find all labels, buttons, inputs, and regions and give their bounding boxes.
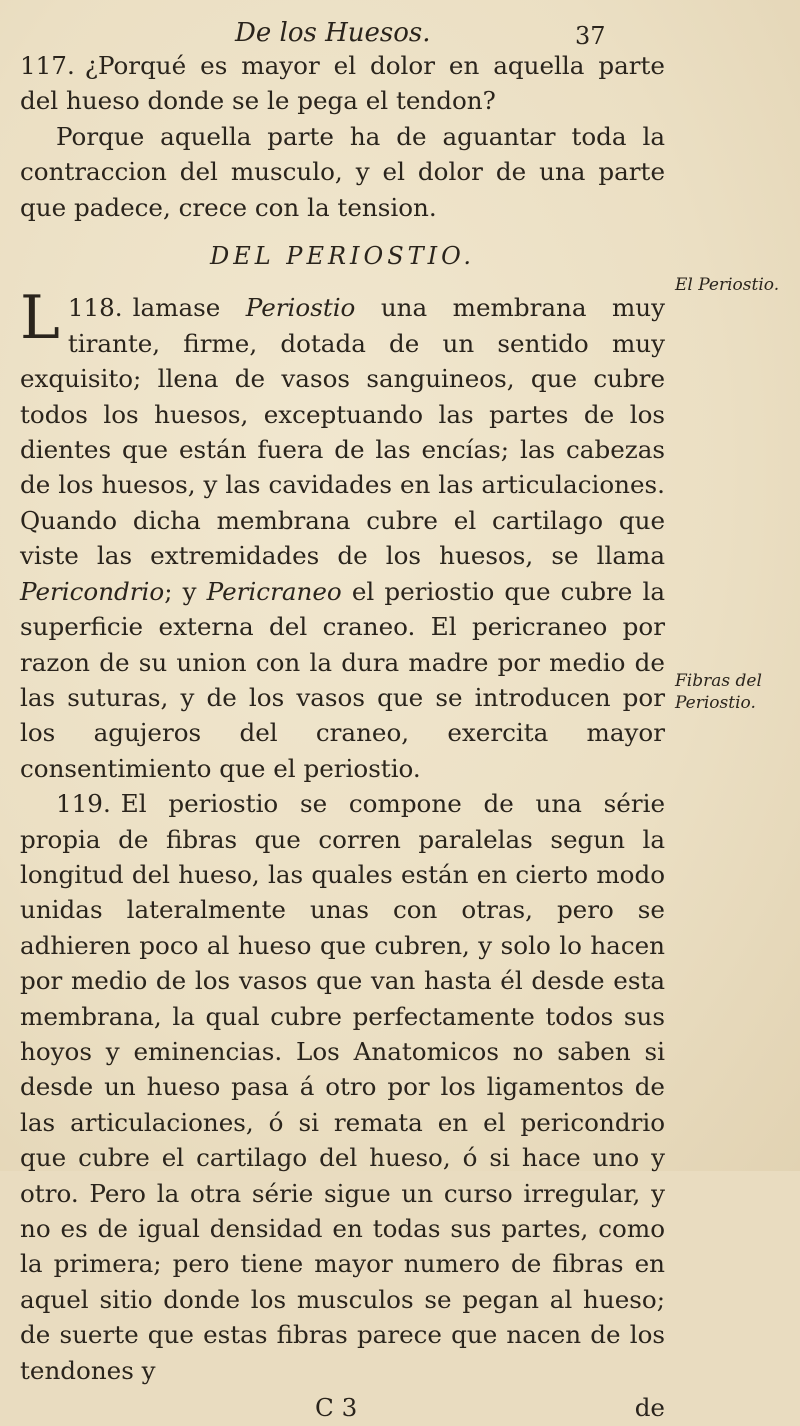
- section-title: DEL PERIOSTIO.: [209, 242, 476, 271]
- paragraph-number: 117.: [20, 51, 75, 80]
- paragraph-text: El periostio se compone de una série propia de fibras que corren paralelas segun la longitud del hueso, las quales están en cierto modo unidas lateralmente unas con otras, pero se adhieren poco al hueso que cubren, y solo lo hacen por medio de los vasos que van hasta él desde esta membrana, la qual cubre perfectamente todos sus hoyos y eminencias. Los Anatomicos no saben si desde un hueso pasa á otro por los ligamentos de las articulaciones, ó si remata en el pericondrio que cubre el cartilago del hueso, ó si hace uno y otro. Pero la otra série sigue un curso irregular, y no es de igual densidad en todas sus partes, como la primera; pero tiene mayor numero de fibras en aquel sitio donde los musculos se pegan al hueso; de suerte que estas fibras parece que nacen de los tendones y: [20, 789, 665, 1385]
- page-footer: [20, 1390, 665, 1426]
- text-segment: lamase: [132, 293, 246, 323]
- text-segment: el periostio que cubre la superficie externa del craneo. El pericraneo por razon de su union con la dura madre por medio de las suturas, y de los vasos que se introducen por los agujeros del craneo, exercita mayor consentimiento que el periostio.: [20, 576, 665, 783]
- drop-cap: L: [20, 283, 60, 354]
- paragraph-117-question: [20, 48, 665, 119]
- main-text: [20, 48, 665, 1426]
- paragraph-119: [20, 786, 665, 1388]
- margin-note-periostio: El Periostio.: [675, 275, 780, 295]
- text-segment: una membrana muy tirante, firme, dotada de un sentido muy exquisito; llena de vasos sanguineos, que cubre todos los huesos, exceptuando las partes de los dientes que están fuera de las encías; las cabezas de los huesos, y las cavidades en las articulaciones. Quando dicha membrana cubre el cartilago que viste las extremidades de los huesos, se llama: [20, 293, 665, 571]
- term-pericraneo: Pericraneo: [206, 576, 342, 606]
- paragraph-118: [20, 283, 665, 786]
- paragraph-number: 118.: [67, 293, 123, 323]
- text-segment: ; y: [164, 576, 207, 606]
- running-title: De los Huesos.: [235, 18, 431, 48]
- paragraph-number: 119.: [56, 789, 111, 819]
- signature-mark: C 3: [315, 1393, 358, 1423]
- margin-note-fibras: Fibras del Periostio.: [675, 671, 762, 713]
- page-number: 37: [575, 22, 606, 50]
- term-pericondrio: Pericondrio: [20, 576, 165, 606]
- question-text: ¿Porqué es mayor el dolor en aquella parte del hueso donde se le pega el tendon?: [20, 51, 665, 116]
- term-periostio: Periostio: [245, 293, 356, 323]
- paragraph-117-answer: Porque aquella parte ha de aguantar toda la contraccion del musculo, y el dolor de una parte que padece, crece con la tension.: [20, 121, 665, 222]
- catchword: de: [634, 1393, 665, 1423]
